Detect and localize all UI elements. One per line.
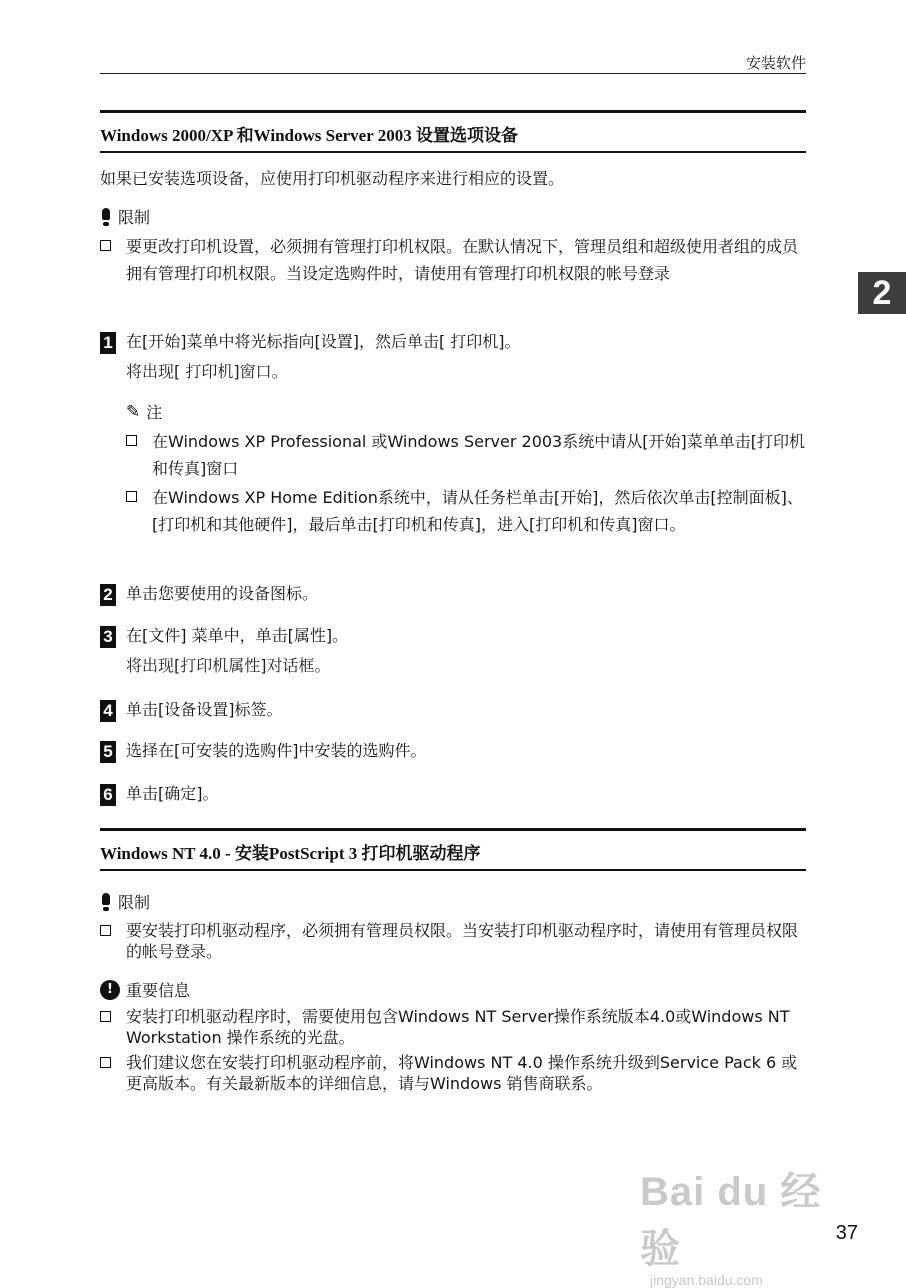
page-number: 37 — [835, 1222, 858, 1244]
step-number: 4 — [100, 700, 116, 722]
step-3-result: 将出现[打印机属性]对话框。 — [126, 656, 331, 675]
important-item-text: 安装打印机驱动程序时，需要使用包含Windows NT Server操作系统版本4.0或Windows NT Workstation 操作系统的光盘。 — [126, 1007, 790, 1047]
checkbox-bullet-icon — [100, 925, 111, 936]
note-item-text: 在Windows XP Professional 或Windows Server 2003系统中请从[开始]菜单单击[打印机和传真]窗口 — [152, 432, 805, 478]
step-text: 在[文件] 菜单中，单击[属性]。 — [126, 626, 349, 645]
step-number: 1 — [100, 332, 116, 354]
important-heading — [100, 978, 190, 1001]
chapter-tab: 2 — [858, 272, 906, 314]
note-item — [126, 428, 806, 482]
important-item — [100, 1006, 806, 1048]
checkbox-bullet-icon — [100, 1057, 111, 1068]
watermark-url: jingyan.baidu.com — [650, 1272, 763, 1288]
important-item — [100, 1052, 806, 1094]
limit-item-text: 要更改打印机设置，必须拥有管理打印机权限。在默认情况下，管理员组和超级使用者组的成员拥有管理打印机权限。当设定选购件时，请使用有管理打印机权限的帐号登录 — [126, 237, 799, 283]
important-item-text: 我们建议您在安装打印机驱动程序前，将Windows NT 4.0 操作系统升级到Service Pack 6 或更高版本。有关最新版本的详细信息，请与Windows 销售商联系。 — [126, 1053, 798, 1093]
step-1-result: 将出现[ 打印机]窗口。 — [126, 362, 288, 381]
step-text: 选择在[可安装的选购件]中安装的选购件。 — [126, 741, 427, 760]
step-3 — [100, 622, 806, 650]
step-number: 6 — [100, 784, 116, 806]
step-text: 单击您要使用的设备图标。 — [126, 584, 319, 603]
important-label: 重要信息 — [126, 981, 191, 1000]
note-item — [126, 484, 806, 538]
note-item-text: 在Windows XP Home Edition系统中，请从任务栏单击[开始]，然后依次单击[控制面板]、[打印机和其他硬件]，最后单击[打印机和传真]，进入[打印机和传真]窗口。 — [152, 488, 803, 534]
limit-label-1: 限制 — [118, 208, 151, 227]
step-1 — [100, 328, 806, 356]
step-text: 单击[设备设置]标签。 — [126, 700, 283, 719]
lightbulb-icon — [100, 208, 112, 226]
note-label: 注 — [146, 403, 163, 422]
step-2 — [100, 580, 806, 608]
note-heading — [126, 400, 162, 423]
intro-paragraph: 如果已安装选项设备，应使用打印机驱动程序来进行相应的设置。 — [100, 169, 565, 188]
header-rule — [100, 73, 806, 74]
step-4 — [100, 696, 806, 724]
watermark-logo: Bai du 经验 — [640, 1170, 822, 1271]
section-title-1 — [100, 110, 806, 153]
step-text: 在[开始]菜单中将光标指向[设置]，然后单击[ 打印机]。 — [126, 332, 521, 351]
limit-item — [100, 233, 806, 287]
important-icon: ! — [100, 980, 120, 1000]
section-title-2-text: Windows NT 4.0 - 安装PostScript 3 打印机驱动程序 — [100, 844, 481, 863]
limit-label-2: 限制 — [118, 893, 151, 912]
step-number: 5 — [100, 741, 116, 763]
step-6 — [100, 780, 806, 808]
step-number: 2 — [100, 584, 116, 606]
checkbox-bullet-icon — [126, 491, 137, 502]
section-title-1-text: Windows 2000/XP 和Windows Server 2003 设置选项设备 — [100, 126, 518, 145]
limit-item — [100, 920, 806, 962]
pencil-icon: ✎ — [126, 401, 141, 422]
section-title-2 — [100, 828, 806, 871]
limit-heading-2 — [100, 890, 150, 913]
limit-item-text: 要安装打印机驱动程序，必须拥有管理员权限。当安装打印机驱动程序时，请使用有管理员权限的帐号登录。 — [126, 921, 799, 961]
step-text: 单击[确定]。 — [126, 784, 219, 803]
step-5 — [100, 737, 806, 765]
checkbox-bullet-icon — [100, 240, 111, 251]
limit-heading-1 — [100, 205, 150, 228]
step-number: 3 — [100, 626, 116, 648]
running-header: 安装软件 — [745, 54, 806, 72]
checkbox-bullet-icon — [100, 1011, 111, 1022]
checkbox-bullet-icon — [126, 435, 137, 446]
lightbulb-icon — [100, 893, 112, 911]
